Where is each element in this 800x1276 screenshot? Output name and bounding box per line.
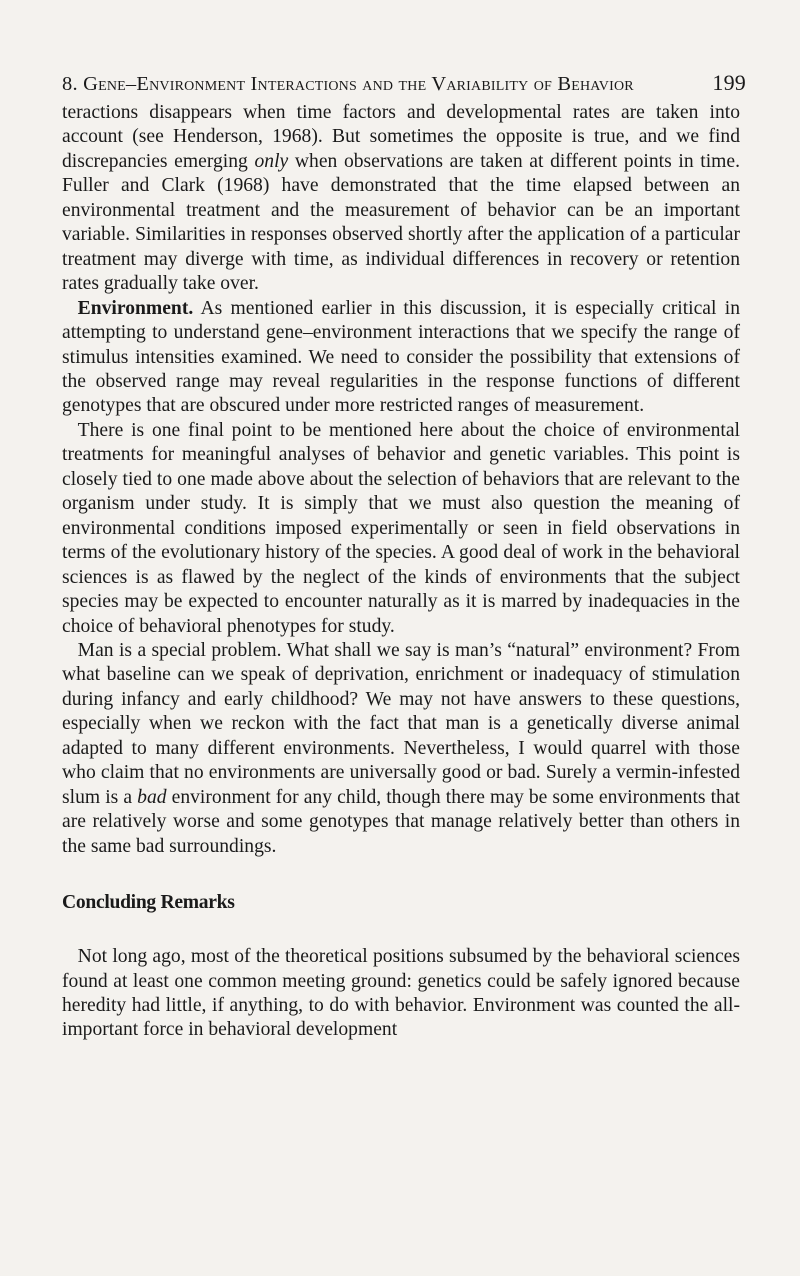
p1-text-a: teractions disappears when time factors and developmental rates are taken into account (see Henderson, 1968). But sometimes the opposite is true, and we find discrepancies emerging	[62, 102, 740, 172]
paragraph-5: Not long ago, most of the theoretical positions subsumed by the behavioral sciences found at least one common meeting ground: genetics could be safely ignored because heredity had little, if anything, to do with behavior. Environment was counted the all-important force in behavioral development	[62, 946, 740, 1041]
p4-emphasis: bad	[137, 786, 167, 808]
paragraph-2	[62, 297, 740, 419]
paragraph-1	[62, 101, 740, 297]
page-header	[62, 70, 746, 96]
body-text	[62, 101, 740, 1043]
paragraph-4	[62, 639, 740, 859]
running-head: 8. Gene–Environment Interactions and the Variability of Behavior	[62, 73, 634, 95]
runin-heading-environment: Environment.	[77, 297, 194, 319]
section-heading: Concluding Remarks	[62, 892, 235, 914]
p1-emphasis: only	[254, 150, 289, 172]
page-number: 199	[712, 70, 746, 95]
paragraph-3: There is one final point to be mentioned here about the choice of environmental treatments for meaningful analyses of behavior and genetic variables. This point is closely tied to one made above about the selection of behaviors that are relevant to the organism under study. It is simply that we must also question the meaning of environmental conditions imposed experimentally or seen in field observations in terms of the evolutionary history of the species. A good deal of work in the behavioral sciences is as flawed by the neglect of the kinds of environments that the subject species may be expected to encounter naturally as it is marred by inadequacies in the choice of behavioral phenotypes for study.	[62, 419, 740, 637]
p1-text-b: when observations are taken at different points in time. Fuller and Clark (1968) have demonstrated that the time elapsed between an environmental treatment and the measurement of behavior can be an important variable. Similarities in responses observed shortly after the application of a particular treatment may diverge with time, as individual differences in recovery or retention rates gradually take over.	[62, 150, 740, 295]
p4-text-a: Man is a special problem. What shall we say is man’s “natural” environment? From what baseline can we speak of deprivation, enrichment or inadequacy of stimulation during infancy and early childhood? We may not have answers to these questions, especially when we reckon with the fact that man is a genetically diverse animal adapted to many different environments. Nevertheless, I would quarrel with those who claim that no environments are universally good or bad. Surely a vermin-infested slum is a	[62, 639, 740, 808]
p4-text-b: environment for any child, though there may be some environments that are relatively worse and some genotypes that manage relatively better than others in the same bad surroundings.	[62, 786, 740, 857]
p2-text: As mentioned earlier in this discussion, it is especially critical in attempting to understand gene–environment interactions that we specify the range of stimulus intensities examined. We need to consider the possibility that extensions of the observed range may reveal regularities in the response functions of different genotypes that are obscured under more restricted ranges of measurement.	[62, 297, 740, 417]
